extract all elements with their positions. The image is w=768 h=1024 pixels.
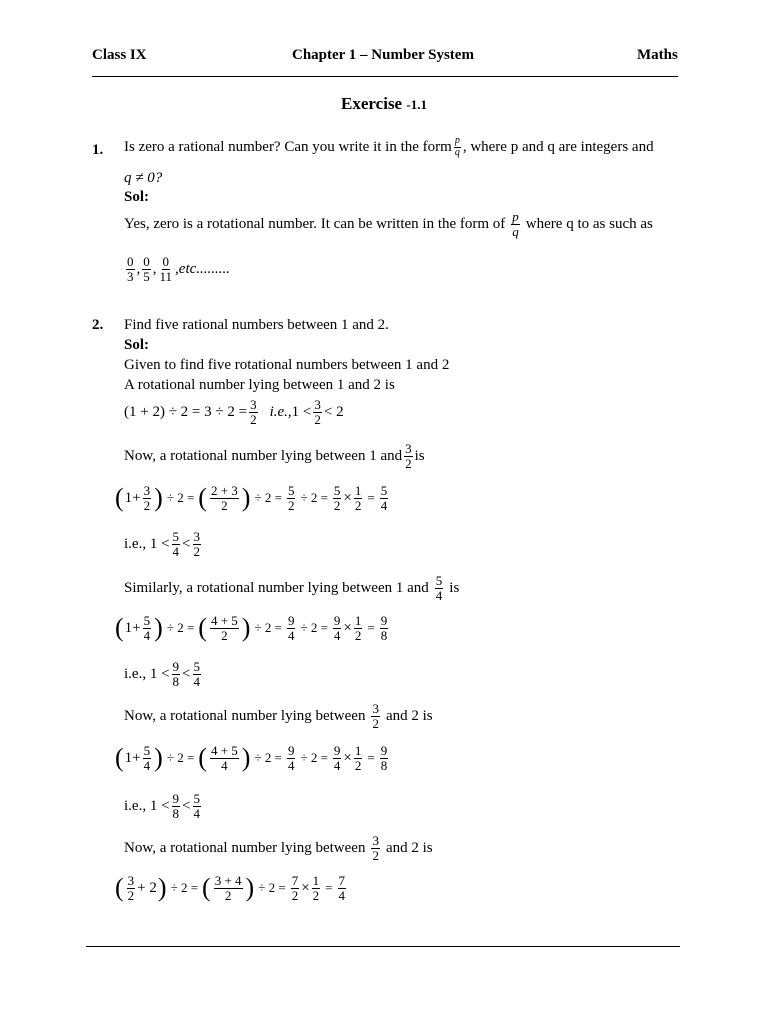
header-rule bbox=[92, 76, 678, 77]
ie1: i.e., 1 < $\frac{5}{4}$ < $\frac{3}{2}$ bbox=[124, 529, 201, 559]
now3: Now, a rotational number lying between $\frac{3}{2}$ and 2 is bbox=[124, 833, 433, 863]
ie2: i.e., 1 < $\frac{9}{8}$ < $\frac{5}{4}$ bbox=[124, 659, 201, 689]
q1-answer: Yes, zero is a rotational number. It can be written in the form of $\frac{p}{q}$ where q to as such as bbox=[124, 209, 653, 239]
q2-number: 2. bbox=[92, 317, 104, 333]
q2-line2: A rotational number lying between 1 and 2 is bbox=[124, 377, 395, 393]
header-subject: Maths bbox=[637, 47, 678, 63]
q2-sol: Sol: bbox=[124, 337, 150, 353]
q1-sol: Sol: bbox=[124, 189, 150, 205]
q1-examples: $\frac{0}{3}$ , $\frac{0}{5}$ , $\frac{0}{11}$ ,etc......... bbox=[127, 254, 231, 284]
header-chapter: Chapter 1 – Number System bbox=[292, 47, 474, 63]
header-class: Class IX bbox=[92, 47, 147, 63]
eq4: ( 1+ $\frac{5}{4}$ ) ÷ 2 = ( $\frac{4 + 5}{4}$ ) ÷ 2 = $\frac{9}{4}$ ÷ 2 = $\frac{9}{4}$ × $\frac{1}{2}$ = $\frac{9}{8}$ bbox=[115, 743, 388, 773]
footer-rule bbox=[86, 946, 680, 947]
q1-condition: q ≠ 0? bbox=[124, 170, 163, 186]
eq2: ( 1+ $\frac{3}{2}$ ) ÷ 2 = ( $\frac{2 + 3}{2}$ ) ÷ 2 = $\frac{5}{2}$ ÷ 2 = $\frac{5}{2}$ × $\frac{1}{2}$ = $\frac{5}{4}$ bbox=[115, 483, 388, 513]
ie3: i.e., 1 < $\frac{9}{8}$ < $\frac{5}{4}$ bbox=[124, 791, 201, 821]
q2-question: Find five rational numbers between 1 and 2. bbox=[124, 317, 389, 333]
now1: Now, a rotational number lying between 1 and $\frac{3}{2}$ is bbox=[124, 441, 425, 471]
similarly: Similarly, a rotational number lying between 1 and $\frac{5}{4}$ is bbox=[124, 573, 460, 603]
eq1: (1 + 2) ÷ 2 = 3 ÷ 2 = $\frac{3}{2}$ i.e., 1 < $\frac{3}{2}$ < 2 bbox=[124, 397, 344, 427]
eq5: ( $\frac{3}{2}$ + 2 ) ÷ 2 = ( $\frac{3 + 4}{2}$ ) ÷ 2 = $\frac{7}{2}$ × $\frac{1}{2}$ = $\frac{7}{4}$ bbox=[115, 873, 345, 903]
q1-number: 1. bbox=[92, 142, 104, 158]
q2-line1: Given to find five rotational numbers between 1 and 2 bbox=[124, 357, 450, 373]
now2: Now, a rotational number lying between $\frac{3}{2}$ and 2 is bbox=[124, 701, 433, 731]
eq3: ( 1+ $\frac{5}{4}$ ) ÷ 2 = ( $\frac{4 + 5}{2}$ ) ÷ 2 = $\frac{9}{4}$ ÷ 2 = $\frac{9}{4}$ × $\frac{1}{2}$ = $\frac{9}{8}$ bbox=[115, 613, 388, 643]
exercise-title: Exercise -1.1 bbox=[341, 94, 427, 113]
q1-question: Is zero a rational number? Can you write it in the form $\frac{p}{q}$ , where p and q are integers and bbox=[124, 135, 654, 158]
